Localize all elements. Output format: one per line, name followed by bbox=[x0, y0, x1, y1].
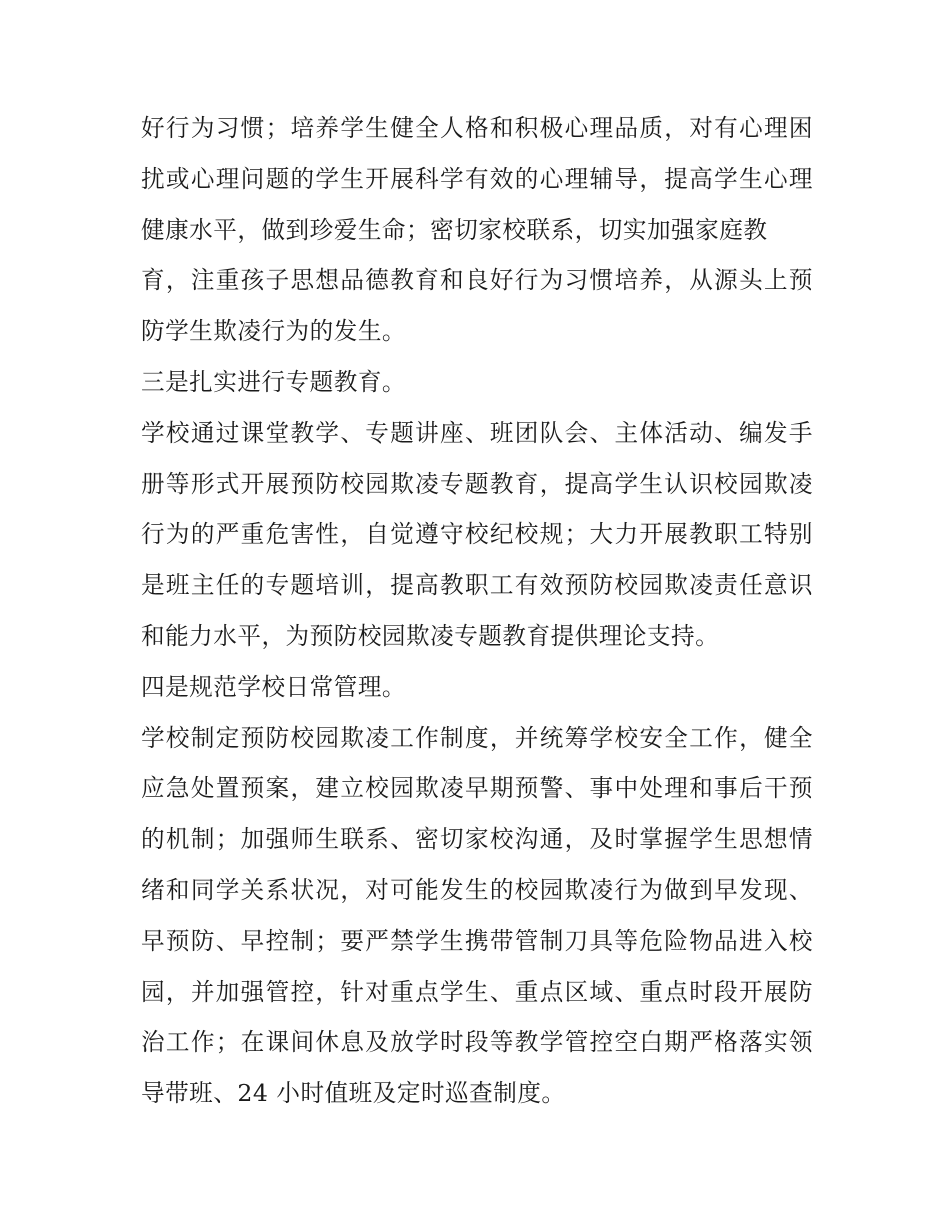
section-heading: 三是扎实进行专题教育。 bbox=[141, 367, 407, 396]
text-line: 学校通过课堂教学、专题讲座、班团队会、主体活动、编发手 bbox=[141, 418, 813, 447]
document-body bbox=[141, 103, 813, 1119]
text-line: 早预防、早控制；要严禁学生携带管制刀具等危险物品进入校 bbox=[141, 926, 813, 955]
text-line: 防学生欺凌行为的发生。 bbox=[141, 317, 407, 346]
text-line: 册等形式开展预防校园欺凌专题教育，提高学生认识校园欺凌 bbox=[141, 469, 813, 498]
section-heading: 四是规范学校日常管理。 bbox=[141, 672, 407, 701]
text-line: 导带班、24 小时值班及定时巡查制度。 bbox=[141, 1079, 566, 1108]
text-line: 是班主任的专题培训，提高教职工有效预防校园欺凌责任意识 bbox=[141, 571, 813, 600]
text-line: 和能力水平，为预防校园欺凌专题教育提供理论支持。 bbox=[141, 621, 720, 650]
text-line: 育，注重孩子思想品德教育和良好行为习惯培养，从源头上预 bbox=[141, 266, 813, 295]
text-line: 治工作；在课间休息及放学时段等教学管控空白期严格落实领 bbox=[141, 1028, 813, 1057]
text-line: 好行为习惯；培养学生健全人格和积极心理品质，对有心理困 bbox=[141, 114, 813, 142]
text-line: 健康水平，做到珍爱生命；密切家校联系，切实加强家庭教 bbox=[141, 215, 768, 244]
text-line: 学校制定预防校园欺凌工作制度，并统筹学校安全工作，健全 bbox=[141, 723, 813, 752]
text-line: 行为的严重危害性，自觉遵守校纪校规；大力开展教职工特别 bbox=[141, 520, 813, 549]
text-line: 绪和同学关系状况，对可能发生的校园欺凌行为做到早发现、 bbox=[141, 875, 813, 904]
text-line: 园，并加强管控，针对重点学生、重点区域、重点时段开展防 bbox=[141, 977, 813, 1006]
text-line: 的机制；加强师生联系、密切家校沟通，及时掌握学生思想情 bbox=[141, 825, 813, 854]
text-line: 扰或心理问题的学生开展科学有效的心理辅导，提高学生心理 bbox=[141, 164, 813, 193]
text-line: 应急处置预案，建立校园欺凌早期预警、事中处理和事后干预 bbox=[141, 774, 813, 803]
